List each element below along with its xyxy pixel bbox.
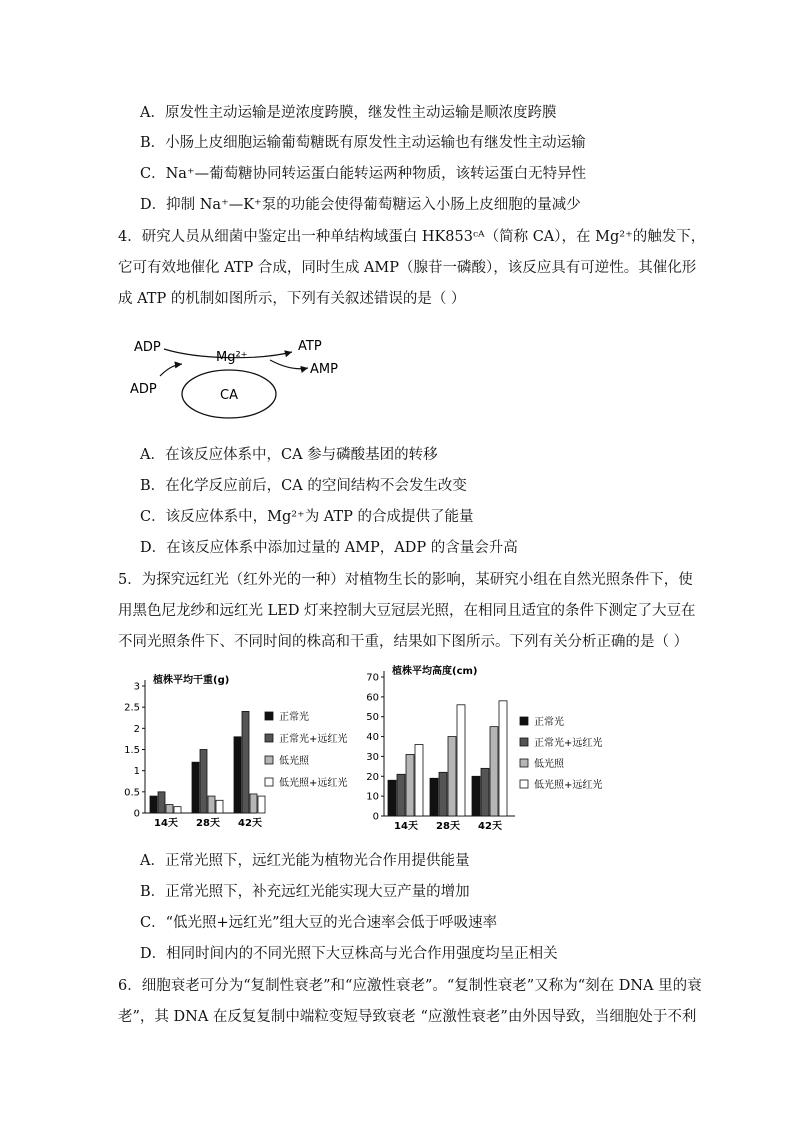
y-tick-label: 0	[133, 808, 140, 820]
q6-stem-line-2: 老”，其 DNA 在反复复制中端粒变短导致衰老 “应激性衰老”由外因导致，当细胞处于不利	[118, 1009, 697, 1025]
q3-option-a: A．原发性主动运输是逆浓度跨膜，继发性主动运输是顺浓度跨膜	[140, 105, 557, 121]
legend-swatch	[520, 717, 528, 725]
bar	[439, 772, 447, 816]
bar	[406, 754, 414, 816]
y-tick-label: 30	[366, 751, 379, 763]
adp-bottom-label: ADP	[130, 382, 157, 397]
atp-label: ATP	[298, 339, 322, 354]
amp-label: AMP	[310, 362, 338, 377]
x-tick-label: 42天	[478, 821, 502, 832]
adp-top-label: ADP	[134, 340, 161, 355]
bar	[430, 778, 438, 816]
chart-title: 植株平均高度(cm)	[392, 666, 478, 677]
bar	[250, 794, 257, 813]
bar	[158, 792, 165, 813]
legend-label: 低光照	[534, 759, 564, 770]
q4-option-a: A．在该反应体系中，CA 参与磷酸基团的转移	[140, 447, 438, 463]
ca-mechanism-diagram	[120, 330, 360, 420]
q4-stem-line-2: 它可有效地催化 ATP 合成，同时生成 AMP（腺苷一磷酸），该反应具有可逆性。其催化形	[118, 260, 697, 276]
legend-swatch	[520, 759, 528, 767]
q4-stem-line-1: 4．研究人员从细菌中鉴定出一种单结构域蛋白 HK853ᶜᴬ（简称 CA），在 Mg²⁺的触发下，	[118, 229, 706, 245]
legend-swatch	[265, 712, 273, 720]
bar	[448, 737, 456, 816]
q4-stem-line-3: 成 ATP 的机制如图所示，下列有关叙述错误的是（ ）	[118, 291, 466, 307]
y-tick-label: 0.5	[124, 787, 140, 799]
bar	[258, 796, 265, 813]
x-tick-label: 28天	[196, 818, 220, 829]
plant-height-chart	[360, 662, 610, 834]
chart-title: 植株平均干重(g)	[153, 675, 230, 686]
mg-label: Mg²⁺	[216, 350, 248, 365]
x-tick-label: 14天	[394, 821, 418, 832]
q5-option-c: C．“低光照+远红光”组大豆的光合速率会低于呼吸速率	[140, 915, 498, 931]
y-tick-label: 20	[366, 771, 379, 783]
legend-swatch	[265, 778, 273, 786]
legend-label: 正常光+远红光	[534, 738, 603, 749]
bar	[472, 776, 480, 816]
y-tick-label: 3	[133, 681, 140, 693]
bar	[490, 727, 498, 816]
q5-stem-line-3: 不同光照条件下、不同时间的株高和干重，结果如下图所示。下列有关分析正确的是（ ）	[118, 634, 689, 650]
q4-option-d: D．在该反应体系中添加过量的 AMP，ADP 的含量会升高	[140, 540, 518, 556]
y-tick-label: 70	[366, 672, 379, 684]
q6-stem-line-1: 6．细胞衰老可分为“复制性衰老”和“应激性衰老”。“复制性衰老”又称为“刻在 DNA 里的衰	[118, 978, 702, 994]
q5-option-a: A．正常光照下，远红光能为植物光合作用提供能量	[140, 853, 470, 869]
legend-label: 正常光	[279, 712, 309, 723]
bar	[150, 796, 157, 813]
q3-option-b: B．小肠上皮细胞运输葡萄糖既有原发性主动运输也有继发性主动运输	[140, 135, 586, 151]
bar	[208, 796, 215, 813]
ca-label: CA	[220, 388, 238, 403]
bar	[457, 705, 465, 816]
y-tick-label: 2.5	[124, 702, 140, 714]
legend-swatch	[520, 780, 528, 788]
q5-option-b: B．正常光照下，补充远红光能实现大豆产量的增加	[140, 884, 470, 900]
bar	[242, 711, 249, 813]
y-tick-label: 1	[133, 766, 140, 778]
bar	[216, 800, 223, 813]
bar	[499, 701, 507, 816]
q5-stem-line-2: 用黑色尼龙纱和远红光 LED 灯来控制大豆冠层光照，在相同且适宜的条件下测定了大豆在	[118, 603, 696, 619]
legend-swatch	[265, 756, 273, 764]
x-tick-label: 42天	[238, 818, 262, 829]
q4-option-b: B．在化学反应前后，CA 的空间结构不会发生改变	[140, 478, 467, 494]
q5-stem-line-1: 5．为探究远红光（红外光的一种）对植物生长的影响，某研究小组在自然光照条件下，使	[118, 572, 693, 588]
y-tick-label: 60	[366, 692, 379, 704]
legend-label: 正常光+远红光	[279, 734, 348, 745]
legend-swatch	[520, 738, 528, 746]
adp-bottom-arrow	[160, 364, 182, 376]
legend-label: 低光照+远红光	[279, 778, 348, 789]
bar	[481, 768, 489, 816]
bar	[166, 805, 173, 813]
y-tick-label: 1.5	[124, 745, 140, 756]
x-tick-label: 28天	[436, 821, 460, 832]
dry-weight-chart	[115, 668, 360, 833]
y-tick-label: 40	[366, 732, 379, 744]
y-tick-label: 50	[366, 712, 379, 724]
q4-option-c: C．该反应体系中，Mg²⁺为 ATP 的合成提供了能量	[140, 509, 474, 525]
amp-arrow	[270, 360, 308, 369]
bar	[415, 745, 423, 816]
y-tick-label: 2	[133, 723, 140, 735]
bar	[174, 807, 181, 813]
legend-label: 低光照	[279, 756, 309, 767]
bar	[200, 750, 207, 814]
bar	[192, 762, 199, 813]
y-tick-label: 0	[372, 811, 379, 823]
legend-label: 正常光	[534, 717, 564, 728]
q3-option-c: C．Na⁺—葡萄糖协同转运蛋白能转运两种物质，该转运蛋白无特异性	[140, 166, 587, 182]
legend-label: 低光照+远红光	[534, 780, 603, 791]
bar	[388, 780, 396, 816]
legend-swatch	[265, 734, 273, 742]
x-tick-label: 14天	[154, 818, 178, 829]
q5-option-d: D．相同时间内的不同光照下大豆株高与光合作用强度均呈正相关	[140, 946, 558, 962]
bar	[234, 737, 241, 813]
q3-option-d: D．抑制 Na⁺—K⁺泵的功能会使得葡萄糖运入小肠上皮细胞的量减少	[140, 197, 581, 213]
bar	[397, 774, 405, 816]
y-tick-label: 10	[366, 791, 379, 803]
